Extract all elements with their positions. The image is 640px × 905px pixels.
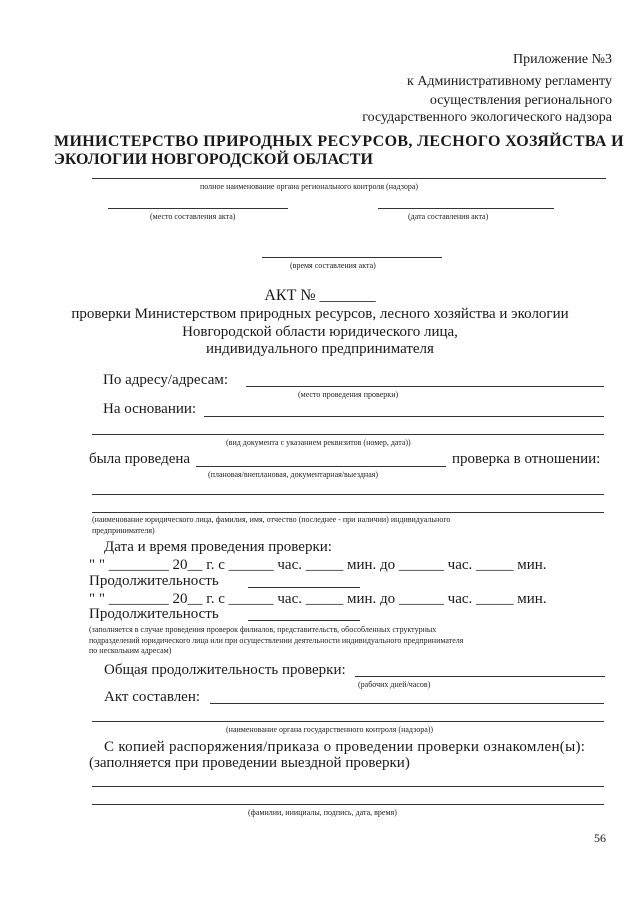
appendix-line-2: к Административному регламенту [407, 74, 612, 89]
basis-line-2 [92, 434, 604, 435]
address-line [246, 386, 604, 387]
composed-line [210, 703, 604, 704]
basis-label: На основании: [103, 401, 197, 417]
signature-line-1 [92, 786, 604, 787]
signature-line-2 [92, 804, 604, 805]
act-title-line-3: индивидуального предпринимателя [206, 341, 434, 357]
duration-note-1: (заполняется в случае проведения проверок филиалов, представительств, обособленных структурных [89, 625, 437, 634]
ministry-title-line-2: ЭКОЛОГИИ НОВГОРОДСКОЙ ОБЛАСТИ [54, 151, 373, 168]
composed-label: Акт составлен: [104, 689, 201, 705]
entity-caption-1: (наименование юридического лица, фамилия, имя, отчество (последнее - при наличии) индивидуального [92, 515, 451, 524]
total-duration-line [355, 676, 605, 677]
check-place-caption: (место проведения проверки) [298, 390, 399, 399]
duration-line-2 [248, 620, 360, 621]
authority-caption: (наименование органа государственного контроля (надзора)) [226, 725, 434, 734]
time-line [262, 257, 442, 258]
place-caption: (место составления акта) [150, 212, 236, 221]
duration-label-2: Продолжительность [89, 606, 219, 622]
place-line [108, 208, 288, 209]
entity-caption-2: предпринимателя) [92, 526, 155, 535]
copy-label-2: (заполняется при проведении выездной проверки) [89, 755, 410, 771]
duration-note-3: по нескольким адресам) [89, 646, 172, 655]
page-number: 56 [594, 831, 606, 845]
composed-line-2 [92, 721, 604, 722]
doc-caption: (вид документа с указанием реквизитов (номер, дата)) [226, 438, 411, 447]
regarding-label: проверка в отношении: [452, 451, 601, 467]
datetime-title: Дата и время проведения проверки: [104, 539, 332, 555]
signature-caption: (фамилии, инициалы, подпись, дата, время) [248, 808, 397, 817]
duration-label-1: Продолжительность [89, 573, 219, 589]
total-duration-label: Общая продолжительность проверки: [104, 662, 346, 678]
entity-line-1 [92, 494, 604, 495]
basis-line [204, 416, 604, 417]
date-row-2: " " ________ 20__ г. с ______ час. _____ мин. до ______ час. _____ мин. [89, 591, 547, 607]
days-caption: (рабочих дней/часов) [358, 680, 431, 689]
date-row-1: " " ________ 20__ г. с ______ час. _____ мин. до ______ час. _____ мин. [89, 557, 547, 573]
appendix-line-4: государственного экологического надзора [362, 110, 612, 125]
check-type-caption: (плановая/внеплановая, документарная/выездная) [208, 470, 379, 479]
duration-note-2: подразделений юридического лица или при осуществлении деятельности индивидуального предпринимателя [89, 636, 464, 645]
appendix-line-3: осуществления регионального [429, 93, 612, 108]
date-caption: (дата составления акта) [408, 212, 489, 221]
duration-line-1 [248, 587, 360, 588]
org-name-line [92, 178, 606, 179]
appendix-line-1: Приложение №3 [513, 52, 612, 67]
entity-line-2 [92, 512, 604, 513]
act-title-line-2: Новгородской области юридического лица, [182, 324, 458, 340]
ministry-title-line-1: МИНИСТЕРСТВО ПРИРОДНЫХ РЕСУРСОВ, ЛЕСНОГО ХОЗЯЙСТВА И [54, 133, 624, 150]
date-line [378, 208, 554, 209]
address-label: По адресу/адресам: [103, 372, 229, 388]
org-name-caption: полное наименование органа регионального контроля (надзора) [200, 182, 419, 191]
conducted-label: была проведена [89, 451, 191, 467]
time-caption: (время составления акта) [290, 261, 376, 270]
act-number: АКТ № _______ [264, 287, 376, 304]
check-type-line [196, 466, 446, 467]
act-title-line-1: проверки Министерством природных ресурсов, лесного хозяйства и экологии [71, 306, 569, 322]
copy-label-1: С копией распоряжения/приказа о проведении проверки ознакомлен(ы): [104, 739, 586, 755]
